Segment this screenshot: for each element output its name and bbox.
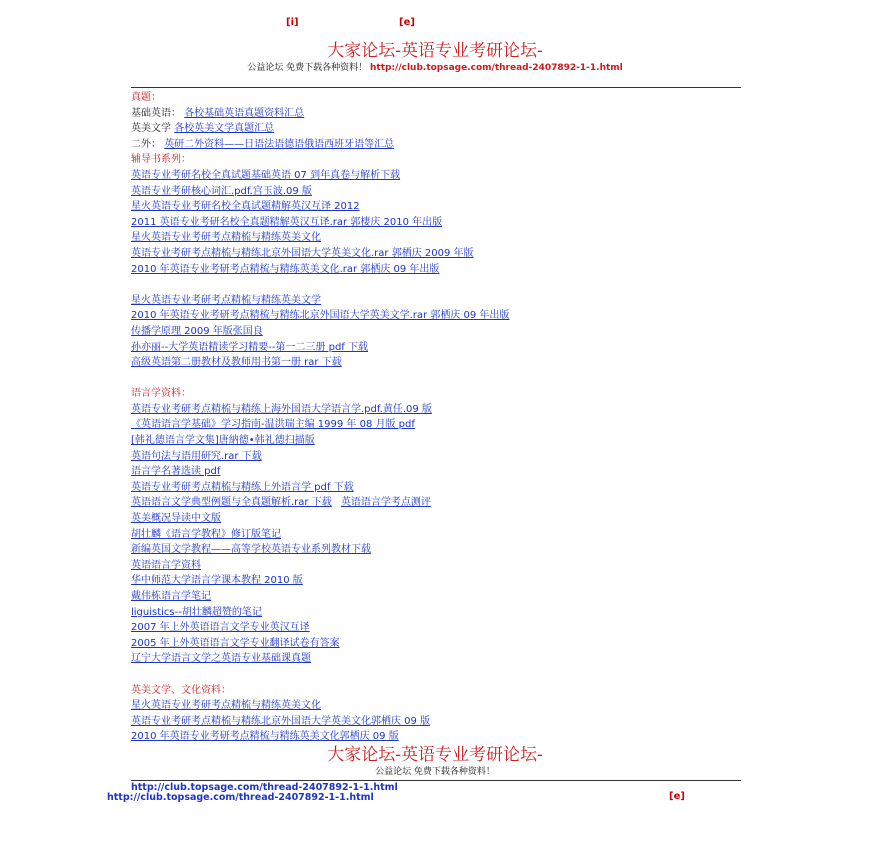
spacer	[131, 667, 731, 683]
footer-url-link-2[interactable]: http://club.topsage.com/thread-2407892-1-1.html	[107, 792, 374, 803]
footer-url-link[interactable]: http://club.topsage.com/thread-2407892-1-1.html	[131, 782, 398, 793]
yuyanxue-link[interactable]: 2007 年上外英语语言文学专业英汉互译	[131, 622, 310, 634]
header-sub-text: 公益论坛 免费下载各种资料！	[247, 63, 368, 73]
wenxue-link[interactable]: 英语专业考研考点精梳与精练北京外国语大学英美文化郭栖庆 09 版	[131, 715, 431, 727]
yuyanxue-link[interactable]: [韩礼德语言学文集]唐納德•韩礼德扫描版	[131, 435, 315, 447]
zhenti-link[interactable]: 各校英美文学真题汇总	[174, 123, 275, 135]
header-subline	[0, 63, 870, 74]
corner-mark-top-right: [e]	[399, 17, 415, 28]
yuyanxue-link[interactable]: 英语句法与语用研究.rar 下载	[131, 450, 262, 462]
yuyanxue-link[interactable]: 华中师范大学语言学课本教程 2010 版	[131, 575, 303, 587]
section-heading-zhenti: 真题：	[131, 92, 161, 103]
zhenti-line-2	[131, 121, 731, 137]
footer-subline	[0, 767, 870, 778]
yuyanxue-link[interactable]: 胡壮麟《语言学教程》修订版笔记	[131, 528, 281, 540]
fudao-link[interactable]: 高级英语第二册教材及教师用书第一册 rar 下载	[131, 357, 342, 369]
section-heading-yuyanxue: 语言学资料：	[131, 388, 191, 400]
fudao-link[interactable]: 英语专业考研考点精梳与精练北京外国语大学英美文化.rar 郭栖庆 2009 年版	[131, 247, 474, 259]
yuyanxue-link[interactable]: 新编英国文学教程——高等学校英语专业系列教材下载	[131, 544, 371, 556]
fudao-link[interactable]: 2011 英语专业考研名校全真题精解英汉互译.rar 郭棲庆 2010 年出版	[131, 216, 443, 228]
yuyanxue-link[interactable]: 辽宁大学语言文学之英语专业基础课真题	[131, 653, 311, 665]
wenxue-link[interactable]: 星火英语专业考研考点精梳与精练英美文化	[131, 700, 321, 712]
header-banner	[0, 41, 870, 61]
spacer	[131, 277, 731, 293]
corner-mark-top-left: [i]	[286, 17, 299, 28]
fudao-link[interactable]: 英语专业考研名校全真试题基础英语 07 到年真卷与解析下载	[131, 169, 401, 181]
zhenti-link[interactable]: 各校基础英语真题资料汇总	[184, 107, 305, 119]
zhenti-line-3	[131, 137, 731, 153]
fudao-link[interactable]: 英语专业考研核心词汇.pdf.宫玉波.09 版	[131, 185, 312, 197]
yuyanxue-link[interactable]: 英语语言文学典型例题与全真题解析.rar 下载	[131, 497, 332, 509]
yuyanxue-link[interactable]: liguistics--胡壮麟超赞的笔记	[131, 606, 262, 618]
zhenti-link[interactable]: 英研二外资料——日语法语德语俄语西班牙语等汇总	[164, 138, 395, 150]
document-body	[131, 90, 731, 745]
section-heading-wenxue: 英美文学、文化资料：	[131, 684, 231, 696]
footer-title: 大家论坛-英语专业考研论坛-	[327, 745, 543, 765]
header-rule	[131, 87, 741, 88]
yuyanxue-link[interactable]: 语言学名著选读 pdf	[131, 466, 221, 478]
spacer	[131, 371, 731, 387]
header-title: 大家论坛-英语专业考研论坛-	[327, 41, 543, 61]
fudao-link[interactable]: 传播学原理 2009 年版张国良	[131, 325, 263, 337]
wenxue-link[interactable]: 2010 年英语专业考研考点精梳与精练英美文化郭栖庆 09 版	[131, 731, 399, 743]
fudao-link[interactable]: 星火英语专业考研考点精梳与精练英美文化	[131, 232, 321, 244]
footer-sub-text: 公益论坛 免费下载各种资料！	[375, 767, 495, 777]
yuyanxue-link[interactable]: 英语专业考研考点精梳与精练上外语言学 pdf 下载	[131, 481, 354, 493]
yuyanxue-link[interactable]: 2005 年上外英语语言文学专业翻译试卷有答案	[131, 637, 340, 649]
zhenti-line-1	[131, 106, 731, 122]
footer-banner	[0, 745, 870, 765]
fudao-link[interactable]: 2010 年英语专业考研考点精梳与精练英美文化.rar 郭栖庆 09 年出版	[131, 263, 440, 275]
fudao-link[interactable]: 2010 年英语专业考研考点精梳与精练北京外国语大学英美文学.rar 郭栖庆 09 年出版	[131, 310, 510, 322]
yuyanxue-link[interactable]: 英语语言学资料	[131, 559, 201, 571]
fudao-link[interactable]: 孙亦丽--大学英语精读学习精要--第一二三册 pdf 下载	[131, 341, 369, 353]
yuyanxue-link[interactable]: 英语专业考研考点精梳与精练上海外国语大学语言学.pdf.黄任.09 版	[131, 403, 432, 415]
header-url-link[interactable]: http://club.topsage.com/thread-2407892-1-1.html	[370, 63, 623, 73]
footer-rule	[131, 780, 741, 781]
fudao-link[interactable]: 星火英语专业考研考点精梳与精练英美文学	[131, 294, 321, 306]
section-heading-fudao: 辅导书系列：	[131, 154, 191, 166]
zhenti-label: 二外：	[131, 138, 161, 150]
yuyanxue-extra-link[interactable]: 英语语言学考点测评	[340, 497, 431, 509]
yuyanxue-link[interactable]: 《英语语言学基础》学习指南-温洪瑞主编 1999 年 08 月版 pdf	[131, 419, 415, 431]
fudao-link[interactable]: 星火英语专业考研名校全真试题精解英汉互译 2012	[131, 201, 360, 213]
yuyanxue-link[interactable]: 英美概况导读中文版	[131, 513, 221, 525]
yuyanxue-link[interactable]: 戴伟栋语言学笔记	[131, 591, 211, 602]
zhenti-label: 英美文学	[131, 123, 171, 135]
corner-mark-bottom-right: [e]	[669, 791, 685, 802]
zhenti-label: 基础英语：	[131, 107, 181, 119]
